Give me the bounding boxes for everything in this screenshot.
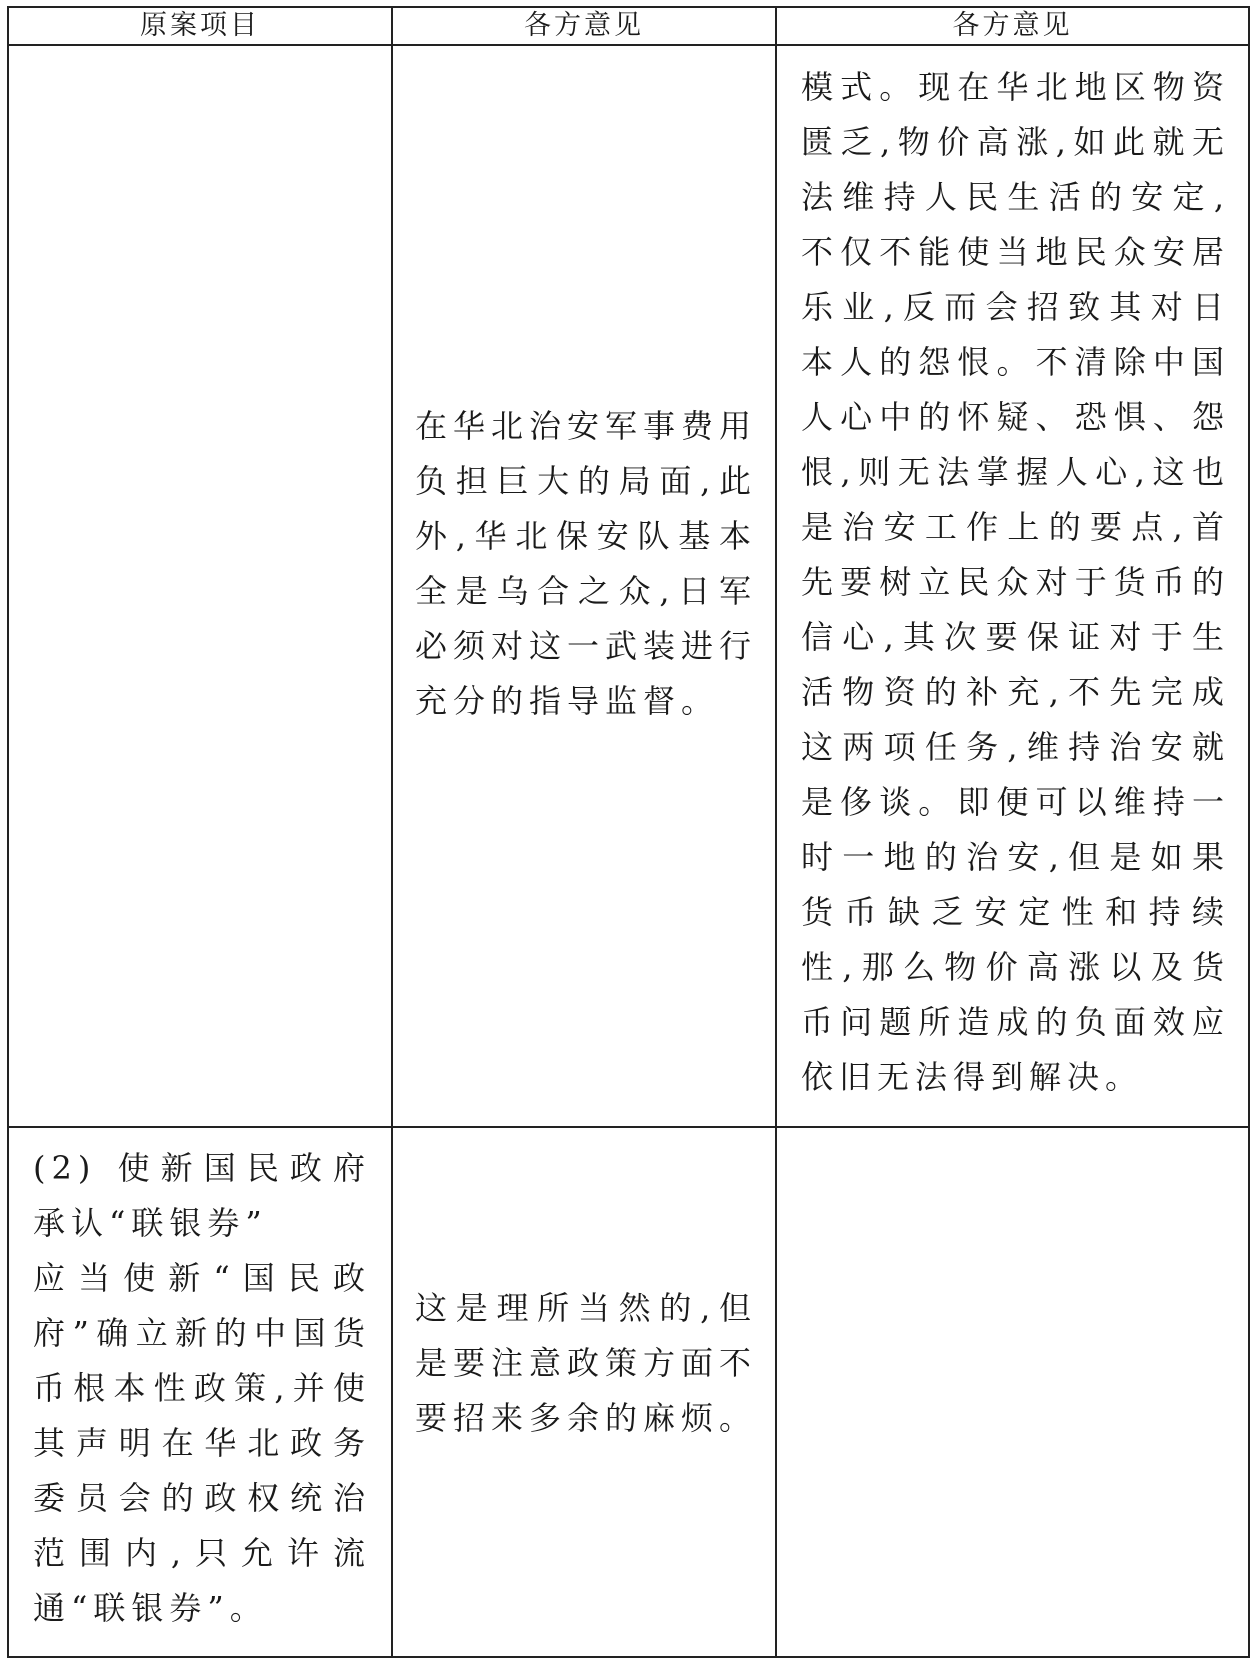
row1-original-item-cell [8, 45, 392, 1127]
header-original-item: 原案项目 [8, 7, 392, 45]
row2-opinion-cell [392, 1127, 776, 1657]
row2-opinion2-cell [776, 1127, 1249, 1657]
row1-opinion2-text: 模式。现在华北地区物资匮乏,物价高涨,如此就无法维持人民生活的安定,不仅不能使当地民众安居乐业,反而会招致其对日本人的怨恨。不清除中国人心中的怀疑、恐惧、怨恨,则无法掌握人心,这也是治安工作上的要点,首先要树立民众对于货币的信心,其次要保证对于生活物资的补充,不先完成这两项任务,维持治安就是侈谈。即便可以维持一时一地的治安,但是如果货币缺乏安定性和持续性,那么物价高涨以及货币问题所造成的负面效应依旧无法得到解决。 [801, 67, 1230, 1096]
table-header-row [8, 7, 1249, 45]
header-opinions-1: 各方意见 [392, 7, 776, 45]
table-row [8, 45, 1249, 1127]
row2-original-item-cell [8, 1127, 392, 1657]
header-opinions-2: 各方意见 [776, 7, 1249, 45]
opinion-table [7, 6, 1250, 1658]
row2-item-body: 应当使新“国民政府”确立新的中国货币根本性政策,并使其声明在华北政务委员会的政权统治范围内,只允许流通“联银券”。 [33, 1258, 371, 1627]
row2-opinion-text: 这是理所当然的,但是要注意政策方面不要招来多余的麻烦。 [415, 1288, 758, 1437]
row2-item-title: (2) 使新国民政府承认“联银券” [33, 1148, 371, 1242]
row1-opinion-cell [392, 45, 776, 1127]
table-row [8, 1127, 1249, 1657]
row1-opinion2-cell [776, 45, 1249, 1127]
row1-opinion-text: 在华北治安军事费用负担巨大的局面,此外,华北保安队基本全是乌合之众,日军必须对这一武装进行充分的指导监督。 [415, 407, 758, 720]
